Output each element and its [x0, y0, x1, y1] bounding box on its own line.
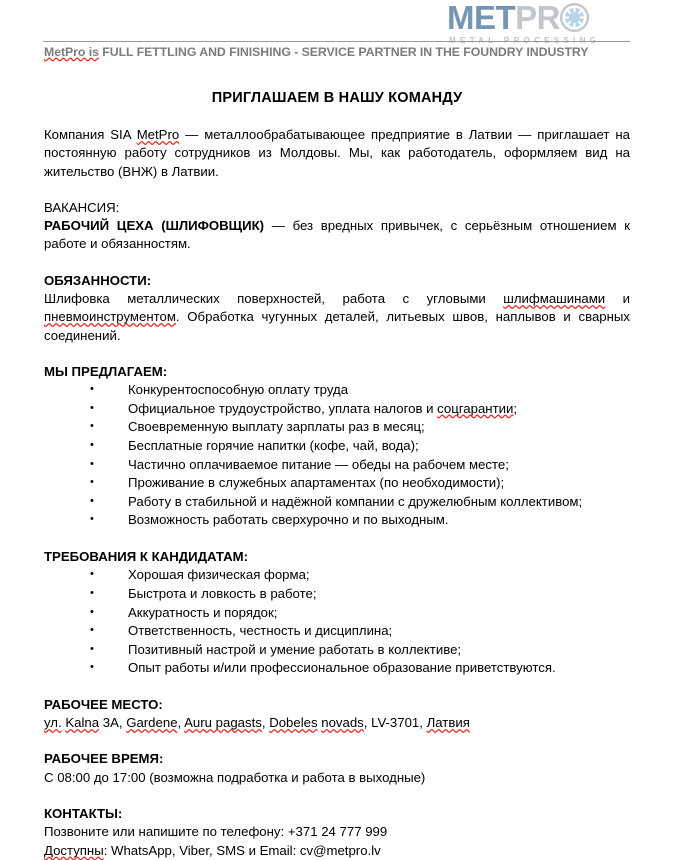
list-item	[44, 566, 630, 585]
list-item	[44, 585, 630, 604]
contacts-label: КОНТАКТЫ:	[44, 806, 123, 822]
spacer	[44, 678, 630, 696]
spacer	[44, 732, 630, 750]
list-item	[44, 493, 630, 512]
requirement-item-text: Опыт работы и/или профессиональное образование приветствуются.	[128, 660, 556, 676]
requirements-label: ТРЕБОВАНИЯ К КАНДИДАТАМ:	[44, 549, 248, 565]
intro-text-b: — металлообрабатывающее предприятие в Латвии — приглашает на постоянную работу сотрудников из Молдовы. Мы, как работодатель, оформляем вид на жительство (ВНЖ) в Латвии.	[44, 127, 630, 179]
requirement-item-text: Хорошая физическая форма;	[128, 567, 310, 583]
duties-text-c: . Обработка чугунных деталей, литьевых швов, наплывов и сварных соединений.	[44, 309, 630, 343]
workplace-label: РАБОЧЕЕ МЕСТО:	[44, 696, 163, 712]
contacts-channels-text: : WhatsApp, Viber, SMS и Email: cv@metpro.lv	[103, 842, 381, 858]
logo-text-pro: PR	[515, 0, 561, 36]
duties-text-b: и	[605, 291, 630, 307]
duties-paragraph	[44, 290, 630, 345]
offer-item-text: Проживание в служебных апартаментах (по необходимости);	[128, 475, 505, 491]
address-spellcheck-2: Kalna	[65, 715, 100, 731]
offer-item-spellcheck-word: соцгарантии	[437, 400, 514, 416]
duties-text-a: Шлифовка металлических поверхностей, работа с угловыми	[44, 291, 504, 307]
spacer	[44, 345, 630, 363]
page-title: ПРИГЛАШАЕМ В НАШУ КОМАНДУ	[211, 90, 463, 106]
requirement-item-text: Аккуратность и порядок;	[128, 604, 278, 620]
address-text-2: 3A,	[99, 715, 127, 731]
spacer	[44, 530, 630, 548]
address-spellcheck-5: Dobeles	[269, 715, 318, 731]
tagline-spellcheck-word: MetPro is	[44, 45, 99, 59]
vacancy-description: — без вредных привычек, с серьёзным отношением к работе и обязанностям.	[44, 218, 631, 252]
address-spellcheck-1: ул.	[44, 715, 62, 731]
list-item	[44, 437, 630, 456]
gear-icon	[560, 3, 589, 32]
list-item	[44, 474, 630, 493]
intro-paragraph	[44, 126, 630, 181]
workplace-address	[44, 714, 630, 732]
address-text-3: ,	[177, 715, 185, 731]
offer-item-text-a: Официальное трудоустройство, уплата налогов и	[128, 400, 438, 416]
requirement-item-text: Быстрота и ловкость в работе;	[128, 585, 317, 601]
list-item	[44, 659, 630, 678]
spacer	[44, 787, 630, 805]
spacer	[44, 254, 630, 272]
spacer	[44, 181, 630, 199]
header-divider	[43, 41, 630, 42]
offer-item-text: Конкурентоспособную оплату труда	[128, 382, 349, 398]
requirements-list	[44, 566, 630, 678]
document-body	[44, 90, 630, 860]
intro-text-a: Компания SIA	[44, 127, 137, 142]
duties-spellcheck-word-2: пневмоинструментом	[44, 309, 176, 325]
contacts-spellcheck-word: Доступны	[44, 842, 104, 858]
tagline-text: FULL FETTLING AND FINISHING - SERVICE PARTNER IN THE FOUNDRY INDUSTRY	[98, 45, 589, 59]
list-item	[44, 604, 630, 623]
address-spellcheck-7: Латвия	[426, 715, 470, 731]
offer-item-text: Своевременную выплату зарплаты раз в месяц;	[128, 419, 425, 435]
vacancy-title: РАБОЧИЙ ЦЕХА (ШЛИФОВЩИК)	[44, 218, 265, 234]
vacancy-paragraph	[44, 217, 630, 254]
list-item	[44, 641, 630, 660]
header-tagline	[44, 45, 588, 59]
list-item	[44, 456, 630, 475]
document-header	[0, 0, 673, 68]
address-text-6: , LV-3701,	[363, 715, 427, 731]
offer-item-text-b: ;	[513, 400, 518, 416]
vacancy-label: ВАКАНСИЯ:	[44, 199, 120, 215]
list-item	[44, 400, 630, 419]
requirement-item-text: Ответственность, честность и дисциплина;	[128, 623, 393, 639]
offer-label: МЫ ПРЕДЛАГАЕМ:	[44, 363, 168, 379]
hours-value: С 08:00 до 17:00 (возможна подработка и работа в выходные)	[44, 769, 426, 785]
offer-item-text: Работу в стабильной и надёжной компании с дружелюбным коллективом;	[128, 493, 583, 509]
list-item	[44, 622, 630, 641]
offer-list	[44, 381, 630, 530]
logo-wordmark	[439, 2, 639, 34]
list-item	[44, 511, 630, 530]
address-spellcheck-6: novads	[321, 715, 364, 731]
metpro-logo	[439, 2, 639, 45]
offer-item-text: Бесплатные горячие напитки (кофе, чай, вода);	[128, 438, 419, 454]
contacts-phone-line: Позвоните или напишите по телефону: +371 24 777 999	[44, 824, 388, 840]
requirement-item-text: Позитивный настрой и умение работать в коллективе;	[128, 641, 462, 657]
offer-item-text: Частично оплачиваемое питание — обеды на рабочем месте;	[128, 456, 509, 472]
list-item	[44, 418, 630, 437]
logo-text-met: MET	[447, 0, 516, 36]
contacts-channels-line	[44, 842, 630, 860]
intro-spellcheck-word: MetPro	[136, 127, 180, 142]
list-item	[44, 381, 630, 400]
duties-label: ОБЯЗАННОСТИ:	[44, 272, 152, 288]
address-text-4: ,	[261, 715, 270, 731]
offer-item-text: Возможность работать сверхурочно и по выходным.	[128, 512, 449, 528]
duties-spellcheck-word-1: шлифмашинами	[503, 291, 606, 307]
hours-label: РАБОЧЕЕ ВРЕМЯ:	[44, 751, 164, 767]
address-spellcheck-4: Auru pagasts	[184, 715, 262, 731]
address-spellcheck-3: Gardene	[126, 715, 178, 731]
